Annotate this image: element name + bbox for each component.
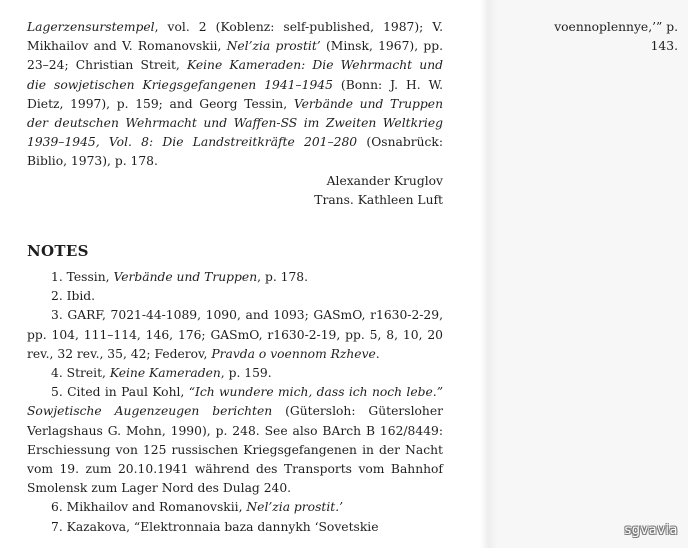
note-text: (Gütersloh: Gütersloher Verlagshaus G. Mohn, 1990), p. 248. See also BArch B 162/8449: Erschiessung von 125 russischen Kriegsgefangenen in der Nacht vom 19. zum 20.10.1941 während des Transports vom Bahnhof Smolensk zum Lager Nord des Dulag 240. — [27, 404, 443, 496]
note-4 — [27, 364, 443, 383]
note-text: , p. 178. — [257, 270, 309, 285]
title-italic: Lagerzensurstempel — [27, 20, 155, 34]
note-7 — [27, 518, 443, 537]
right-page — [498, 0, 688, 548]
note-text: 3. GARF, 7021-44-1089, 1090, and 1093; GASmO, r1630-2-29, pp. 104, 111–114, 146, 176; GASmO, r1630-2-19, pp. 5, 8, 10, 20 rev., 32 rev., 35, 42; Federov, — [27, 308, 443, 361]
note-text: 5. Cited in Paul Kohl, — [51, 385, 189, 400]
translator-credit: Trans. Kathleen Luft — [314, 192, 443, 207]
text-run: , vol. 2 (Koblenz: self-published, 1987); V. Mikhailov and V. Romanovskii, — [27, 20, 443, 54]
text-run: (Osnabrück: Biblio, 1973), p. 178. — [27, 135, 443, 169]
author-name: Alexander Kruglov — [326, 173, 443, 188]
notes-heading: NOTES — [27, 242, 89, 261]
bibliography-paragraph — [27, 18, 443, 172]
note-title-italic: Nel’zia prostit.’ — [246, 500, 344, 515]
note-text: 1. Tessin, — [51, 270, 114, 285]
text-run: (Bonn: J. H. W. Dietz, 1997), p. 159; and Georg Tessin, — [27, 77, 443, 111]
note-text: 7. Kazakova, “Elektronnaia baza dannykh ‘Sovetskie — [51, 519, 379, 534]
note-2 — [27, 287, 443, 306]
note-title-italic: “Ich wundere mich, dass ich noch lebe.” Sowjetische Augenzeugen berichten — [27, 385, 443, 419]
note-1 — [27, 268, 443, 287]
note-5 — [27, 383, 443, 498]
text-run: (Minsk, 1967), pp. 23–24; Christian Streit, — [27, 39, 443, 73]
left-text-column — [27, 18, 443, 537]
title-italic: Verbände und Truppen der deutschen Wehrmacht und Waffen-SS im Zweiten Weltkrieg 1939–1945, Vol. 8: Die Landstreitkräfte 201–280 — [27, 96, 443, 150]
note-title-italic: Keine Kameraden — [109, 366, 221, 381]
note-text: 2. Ibid. — [51, 289, 96, 304]
title-italic: Nel’zia prostit’ — [226, 39, 321, 54]
watermark: sgvavia — [624, 523, 678, 538]
note-text: . — [375, 346, 380, 361]
note-title-italic: Pravda o voennom Rzheve — [211, 346, 376, 361]
note-text: 6. Mikhailov and Romanovskii, — [51, 500, 247, 515]
note-3 — [27, 306, 443, 364]
right-page-text: voennoplennye,’” p. 143. — [554, 20, 678, 54]
note-text: 4. Streit, — [51, 366, 110, 381]
title-italic: Keine Kameraden: Die Wehrmacht und die sowjetischen Kriegsgefangenen 1941–1945 — [27, 58, 443, 92]
note-text: , p. 159. — [220, 366, 272, 381]
book-gutter — [480, 0, 498, 548]
note-6 — [27, 498, 443, 517]
note-title-italic: Verbände und Truppen — [113, 270, 258, 285]
